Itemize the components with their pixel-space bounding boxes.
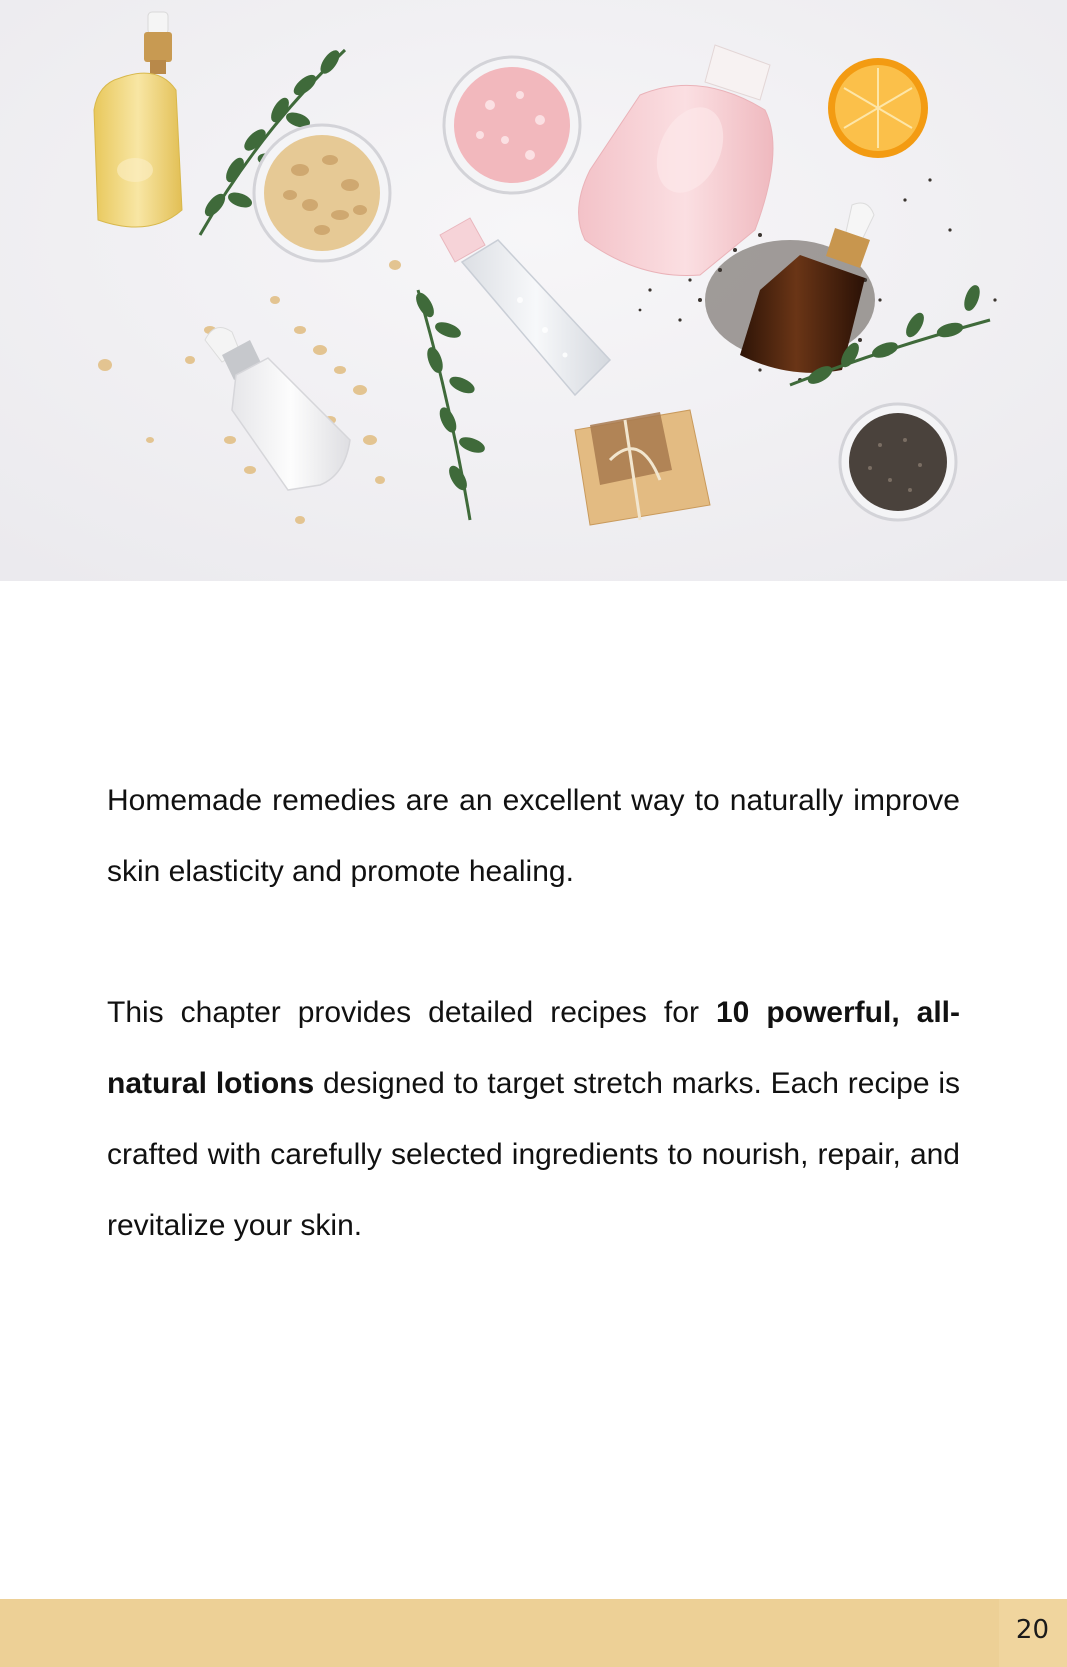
page-footer	[0, 1599, 1067, 1667]
soap-bar	[575, 410, 710, 525]
hero-image	[0, 0, 1067, 581]
chapter-text-rest: designed to target stretch marks. Each recipe is crafted with carefully selected ingredients to nourish, repair, and revitalize your skin.	[107, 1067, 961, 1242]
orange-slice	[828, 58, 928, 158]
pink-salt-bowl	[444, 57, 580, 193]
page-number: 20	[1015, 1615, 1049, 1645]
chapter-text-lead: This chapter provides detailed recipes for	[107, 996, 716, 1029]
skincare-flatlay-illustration	[0, 0, 1067, 581]
intro-paragraph: Homemade remedies are an excellent way to naturally improve skin elasticity and promote healing.	[107, 784, 960, 888]
chapter-text-highlight: 10 powerful, all-natural lotions	[107, 996, 960, 1100]
body-text	[107, 765, 960, 1261]
oats-bowl	[254, 125, 390, 261]
chapter-paragraph	[107, 977, 960, 1261]
chia-seeds-bowl	[840, 404, 956, 520]
